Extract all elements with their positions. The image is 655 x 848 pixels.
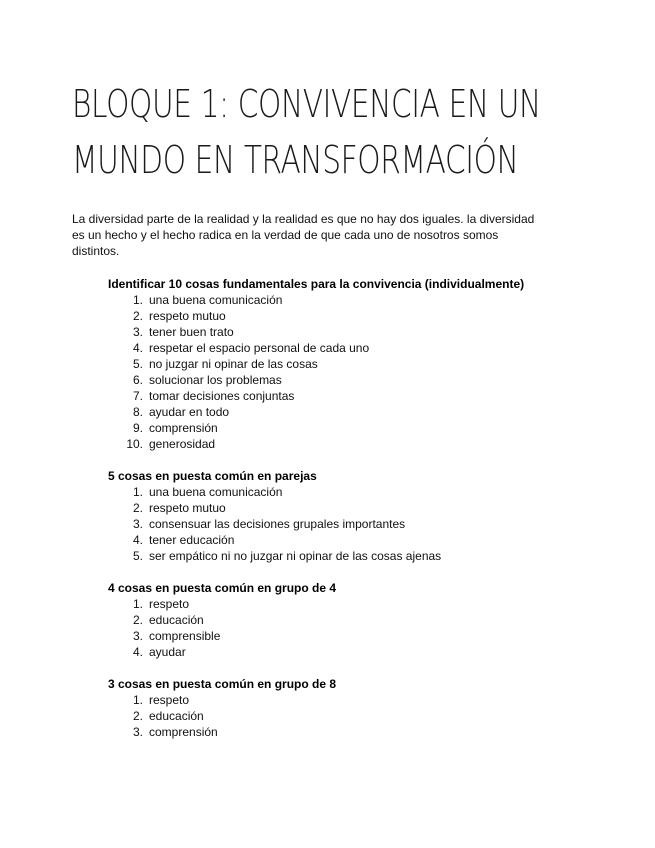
list-text: consensuar las decisiones grupales importantes xyxy=(149,517,406,531)
list-text: ayudar en todo xyxy=(149,405,230,419)
list-item xyxy=(108,532,538,548)
list-text: ayudar xyxy=(149,645,186,659)
list-item xyxy=(108,292,538,308)
list-item xyxy=(108,324,538,340)
title-line-1: BLOQUE 1: CONVIVENCIA EN UN xyxy=(72,82,541,126)
list-number: 2. xyxy=(132,709,143,723)
list-text: tener buen trato xyxy=(149,325,234,339)
list-number: 6. xyxy=(132,373,143,387)
section-pairs xyxy=(108,468,538,564)
list-item xyxy=(108,724,538,740)
list-text: respeto mutuo xyxy=(149,309,226,323)
list-text: comprensión xyxy=(149,421,218,435)
list-item xyxy=(108,372,538,388)
list-item xyxy=(108,644,538,660)
list-text: una buena comunicación xyxy=(149,485,283,499)
section-title: 5 cosas en puesta común en parejas xyxy=(108,469,317,483)
list-text: generosidad xyxy=(149,437,216,451)
list-number: 2. xyxy=(132,613,143,627)
list-item xyxy=(108,708,538,724)
list-text: tomar decisiones conjuntas xyxy=(149,389,295,403)
sections-container xyxy=(108,276,538,756)
list-item xyxy=(108,500,538,516)
list-number: 4. xyxy=(132,645,143,659)
numbered-list xyxy=(108,692,538,740)
list-item xyxy=(108,404,538,420)
list-number: 2. xyxy=(132,501,143,515)
list-text: comprensible xyxy=(149,629,221,643)
title-line-2: MUNDO EN TRANSFORMACIÓN xyxy=(72,138,519,182)
list-text: solucionar los problemas xyxy=(149,373,282,387)
list-item xyxy=(108,356,538,372)
list-text: educación xyxy=(149,613,204,627)
list-number: 10. xyxy=(126,437,143,451)
list-number: 1. xyxy=(132,293,143,307)
list-item xyxy=(108,692,538,708)
list-text: ser empático ni no juzgar ni opinar de las cosas ajenas xyxy=(149,549,442,563)
section-title: 3 cosas en puesta común en grupo de 8 xyxy=(108,677,337,691)
list-item xyxy=(108,612,538,628)
list-number: 7. xyxy=(132,389,143,403)
numbered-list xyxy=(108,292,538,452)
list-item xyxy=(108,484,538,500)
list-text: respeto xyxy=(149,597,190,611)
list-item xyxy=(108,548,538,564)
list-text: respetar el espacio personal de cada uno xyxy=(149,341,370,355)
list-number: 1. xyxy=(132,485,143,499)
section-title: 4 cosas en puesta común en grupo de 4 xyxy=(108,581,337,595)
list-text: tener educación xyxy=(149,533,235,547)
section-group-4 xyxy=(108,580,538,660)
list-number: 3. xyxy=(132,725,143,739)
list-number: 1. xyxy=(132,597,143,611)
list-number: 8. xyxy=(132,405,143,419)
list-text: comprensión xyxy=(149,725,218,739)
list-number: 1. xyxy=(132,693,143,707)
section-title: Identificar 10 cosas fundamentales para la convivencia (individualmente) xyxy=(108,277,525,291)
intro-paragraph: La diversidad parte de la realidad y la realidad es que no hay dos iguales. la diversidad es un hecho y el hecho radica en la verdad de que cada uno de nosotros somos distintos. xyxy=(72,212,535,258)
list-number: 2. xyxy=(132,309,143,323)
list-item xyxy=(108,436,538,452)
list-number: 4. xyxy=(132,341,143,355)
list-number: 9. xyxy=(132,421,143,435)
list-item xyxy=(108,420,538,436)
list-item xyxy=(108,308,538,324)
list-number: 5. xyxy=(132,357,143,371)
numbered-list xyxy=(108,596,538,660)
section-group-8 xyxy=(108,676,538,740)
numbered-list xyxy=(108,484,538,564)
list-text: respeto xyxy=(149,693,190,707)
list-text: educación xyxy=(149,709,204,723)
page-title xyxy=(72,76,541,188)
list-text: una buena comunicación xyxy=(149,293,283,307)
list-text: respeto mutuo xyxy=(149,501,226,515)
list-item xyxy=(108,628,538,644)
list-number: 4. xyxy=(132,533,143,547)
section-individual xyxy=(108,276,538,452)
list-item xyxy=(108,388,538,404)
list-number: 3. xyxy=(132,517,143,531)
list-number: 5. xyxy=(132,549,143,563)
list-number: 3. xyxy=(132,325,143,339)
list-item xyxy=(108,340,538,356)
list-number: 3. xyxy=(132,629,143,643)
list-item xyxy=(108,516,538,532)
list-item xyxy=(108,596,538,612)
list-text: no juzgar ni opinar de las cosas xyxy=(149,357,318,371)
